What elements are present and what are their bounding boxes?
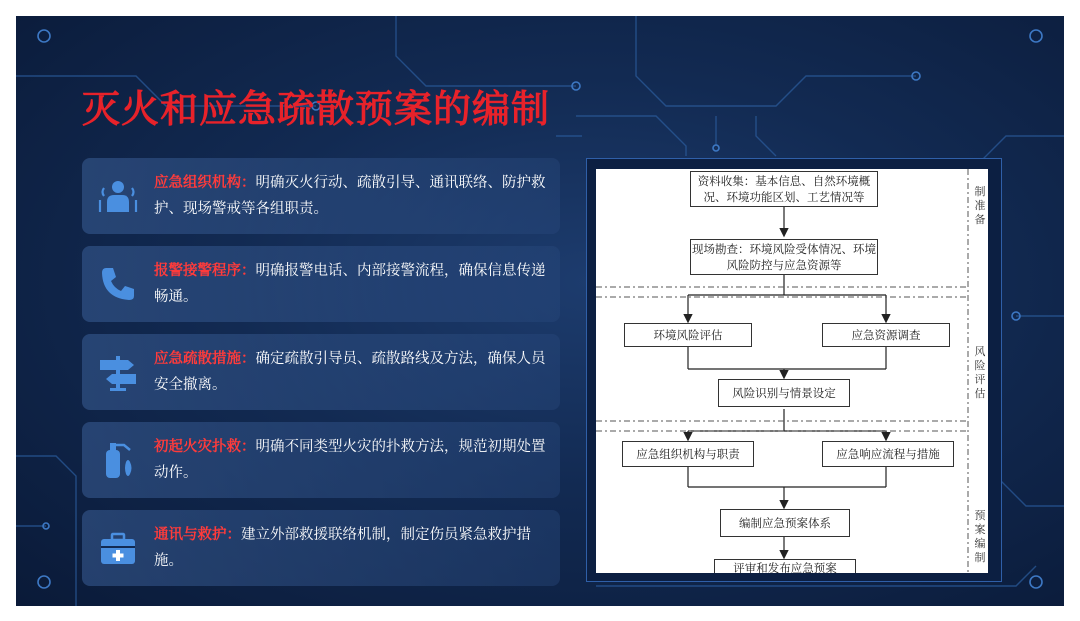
card-text: [154, 434, 554, 486]
flowchart-panel: [596, 169, 988, 573]
flow-box-resource-survey: 应急资源调查: [822, 323, 950, 347]
card-text: [154, 346, 554, 398]
flow-box-risk-identification: 风险识别与情景设定: [718, 379, 850, 407]
card-description: 明确报警电话、内部接警流程，确保信息传递畅通。: [154, 263, 546, 305]
flow-box-plan-system: 编制应急预案体系: [720, 509, 850, 537]
card-description: 确定疏散引导员、疏散路线及方法，确保人员安全撤离。: [154, 351, 546, 393]
card-label: 应急疏散措施：: [154, 351, 256, 367]
card-label: 报警接警程序：: [154, 263, 256, 279]
stage-label-preparation: 制准备: [974, 185, 986, 226]
medical-kit-icon: [98, 528, 138, 568]
flow-box-review-release: 评审和发布应急预案: [714, 559, 856, 573]
card-text: [154, 170, 554, 222]
page-title: 灭火和应急疏散预案的编制: [82, 87, 551, 131]
flow-box-response-procedure: 应急响应流程与措施: [822, 441, 954, 467]
card-communication-rescue: [82, 510, 560, 586]
flow-box-environmental-risk-assessment: 环境风险评估: [624, 323, 752, 347]
card-description: 建立外部救援联络机制，制定伤员紧急救护措施。: [154, 527, 531, 569]
flow-box-site-survey: 现场勘查：环境风险受体情况、环境风险防控与应急资源等: [690, 239, 878, 275]
card-emergency-organization: [82, 158, 560, 234]
card-label: 应急组织机构：: [154, 175, 256, 191]
fire-extinguisher-icon: [98, 440, 138, 480]
card-text: [154, 522, 554, 574]
card-description: 明确灭火行动、疏散引导、通讯联络、防护救护、现场警戒等各组职责。: [154, 175, 546, 217]
card-text: [154, 258, 554, 310]
card-initial-firefighting: [82, 422, 560, 498]
flow-box-data-collection: 资料收集：基本信息、自然环境概况、环境功能区划、工艺情况等: [690, 171, 878, 207]
slide: [16, 16, 1064, 606]
card-description: 明确不同类型火灾的扑救方法，规范初期处置动作。: [154, 439, 546, 481]
phone-icon: [98, 264, 138, 304]
team-icon: [98, 176, 138, 216]
flow-box-emergency-organization: 应急组织机构与职责: [622, 441, 754, 467]
stage-label-plan-compilation: 预案编制: [974, 509, 986, 564]
card-label: 初起火灾扑救：: [154, 439, 256, 455]
card-label: 通讯与救护：: [154, 527, 241, 543]
card-alarm-procedure: [82, 246, 560, 322]
stage-label-risk-assessment: 风险评估: [974, 345, 986, 400]
signpost-icon: [98, 352, 138, 392]
card-evacuation-measures: [82, 334, 560, 410]
